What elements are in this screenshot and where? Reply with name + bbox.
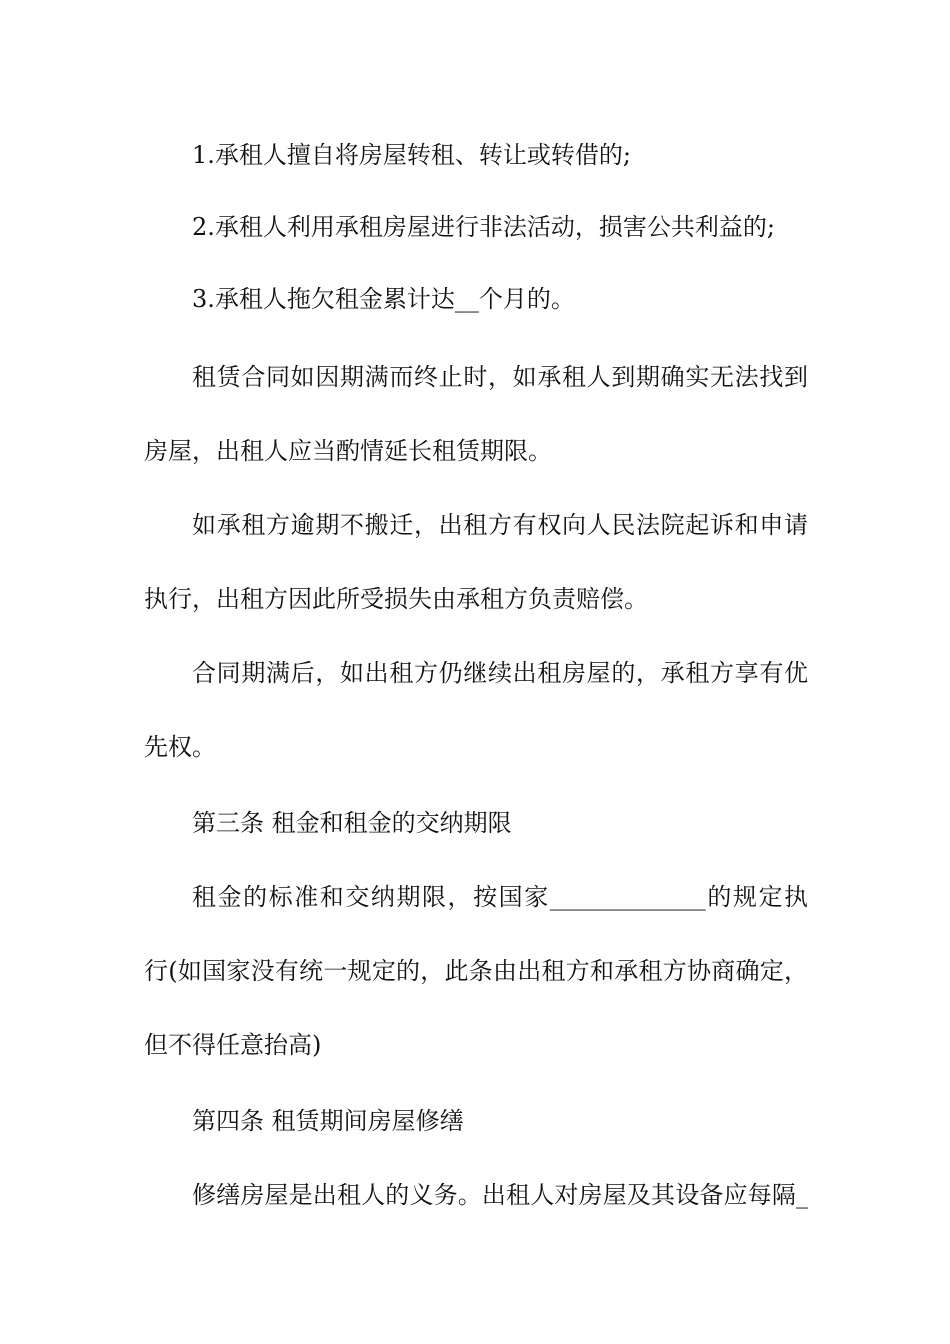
paragraph-rent-line-3: 但不得任意抬高) <box>144 1031 322 1059</box>
paragraph-priority-line-1: 合同期满后，如出租方仍继续出租房屋的，承租方享有优 <box>192 659 808 687</box>
paragraph-termination-line-2: 房屋，出租人应当酌情延长租赁期限。 <box>144 437 552 465</box>
paragraph-rent-line-2: 行(如国家没有统一规定的，此条由出租方和承租方协商确定， <box>144 957 808 985</box>
clause-item-3: 3.承租人拖欠租金累计达__个月的。 <box>192 285 575 313</box>
paragraph-termination-line-1: 租赁合同如因期满而终止时，如承租人到期确实无法找到 <box>192 363 808 391</box>
article-3-heading: 第三条 租金和租金的交纳期限 <box>192 809 512 837</box>
article-4-heading: 第四条 租赁期间房屋修缮 <box>192 1107 464 1135</box>
paragraph-eviction-line-2: 执行，出租方因此所受损失由承租方负责赔偿。 <box>144 585 648 613</box>
clause-item-1: 1.承租人擅自将房屋转租、转让或转借的; <box>192 141 631 169</box>
paragraph-priority-line-2: 先权。 <box>144 733 216 761</box>
paragraph-eviction-line-1: 如承租方逾期不搬迁，出租方有权向人民法院起诉和申请 <box>192 511 808 539</box>
clause-item-2: 2.承租人利用承租房屋进行非法活动，损害公共利益的; <box>192 213 775 241</box>
paragraph-repair-line-1: 修缮房屋是出租人的义务。出租人对房屋及其设备应每隔_ <box>192 1181 808 1209</box>
paragraph-rent-line-1: 租金的标准和交纳期限，按国家_____________的规定执 <box>192 883 808 911</box>
